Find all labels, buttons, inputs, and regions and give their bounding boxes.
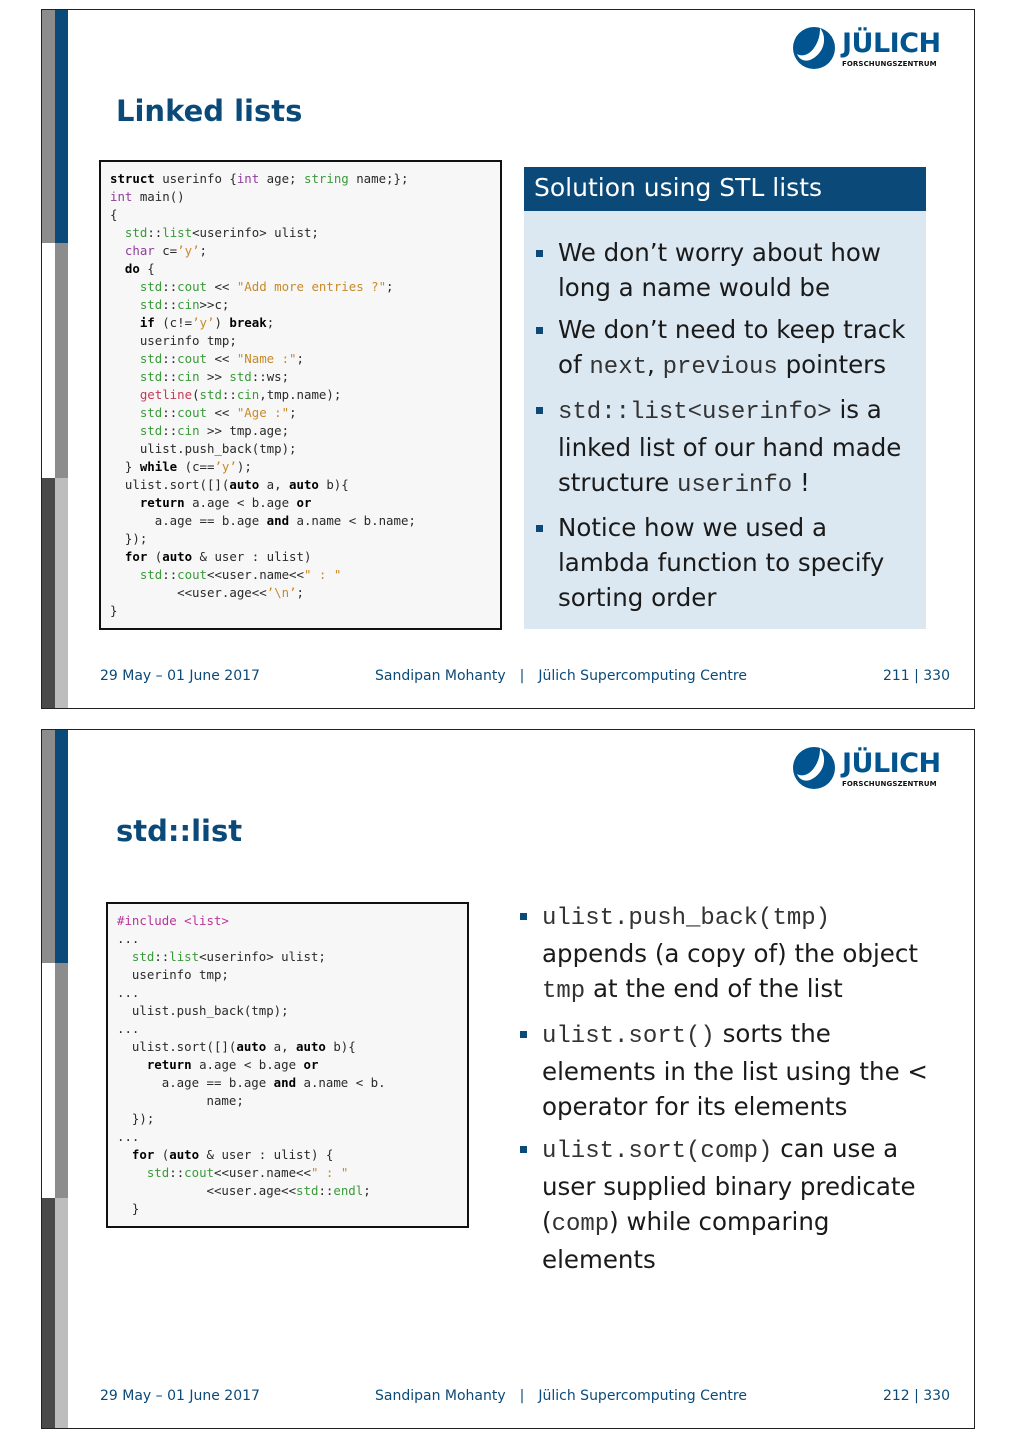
footer [100, 668, 950, 688]
logo-wordmark: JÜLICH [842, 28, 941, 59]
footer-author: Sandipan Mohanty [375, 1388, 506, 1404]
bullet-square-icon [536, 407, 543, 414]
bullet-item [524, 312, 919, 385]
bullet-item [508, 898, 928, 1009]
footer-institution: Jülich Supercomputing Centre [538, 668, 747, 684]
logo-subtitle: FORSCHUNGSZENTRUM [842, 60, 937, 68]
bullet-list [508, 898, 928, 1284]
bullet-text: We don’t worry about how long a name would be [558, 238, 881, 302]
julich-logo [790, 744, 950, 794]
footer-page-number: 211 | 330 [882, 668, 950, 684]
code-listing: #include <list> ... std::list<userinfo> ulist; userinfo tmp; ... ulist.push_back(tmp); ... ulist.sort([](auto a, auto b){ return a.age < b.age or a.age == b.age and a.name < b. name; }); ... for (auto & user : ulist) { std::cout<<user.name<<" : " <<user.age<<std::endl; } [106, 902, 469, 1228]
bullet-square-icon [536, 525, 543, 532]
footer-author: Sandipan Mohanty [375, 668, 506, 684]
code-listing: struct userinfo {int age; string name;}; int main() { std::list<userinfo> ulist; char c=’y’; do { std::cout << "Add more entries ?"; std::cin>>c; if (c!=’y’) break; userinfo tmp; std::cout << "Name :"; std::cin >> std::ws; getline(std::cin,tmp.name); std::cout << "Age :"; std::cin >> tmp.age; ulist.push_back(tmp); } while (c==’y’); ulist.sort([](auto a, auto b){ return a.age < b.age or a.age == b.age and a.name < b.name; }); for (auto & user : ulist) std::cout<<user.name<<" : " <<user.age<<’\n’; } [99, 160, 502, 630]
bullet-text: appends (a copy of) the object [542, 939, 918, 968]
bullet-item [524, 235, 919, 305]
logo-wordmark: JÜLICH [842, 748, 941, 779]
bullet-square-icon [536, 250, 543, 257]
bullet-item [508, 1131, 928, 1277]
bullet-text: sorts the elements in the list using the < operator for its elements [542, 1019, 928, 1121]
footer-institution: Jülich Supercomputing Centre [538, 1388, 747, 1404]
inline-code: std::list<userinfo> [558, 399, 832, 426]
bullet-text: is a linked list of our hand made structure [558, 395, 902, 497]
footer-separator: | [519, 1388, 525, 1404]
bullet-list [524, 235, 919, 622]
bullet-text: , [647, 350, 663, 379]
side-strip-accent [55, 730, 68, 1428]
bullet-text: ) while comparing elements [542, 1207, 830, 1274]
footer-center [375, 1388, 747, 1404]
bullet-text: at the end of the list [585, 974, 843, 1003]
bullet-item [524, 392, 919, 503]
inline-code: previous [662, 354, 778, 381]
bullet-text: Notice how we used a lambda function to specify sorting order [558, 513, 885, 612]
inline-code: comp [551, 1211, 610, 1238]
footer-date: 29 May – 01 June 2017 [100, 1388, 260, 1404]
julich-emblem-icon [790, 24, 838, 72]
bullet-text: pointers [777, 350, 886, 379]
julich-logo [790, 24, 950, 74]
julich-emblem-icon [790, 744, 838, 792]
bullet-square-icon [520, 1031, 527, 1038]
bullet-square-icon [520, 1146, 527, 1153]
bullet-item [508, 1016, 928, 1124]
bullet-item [524, 510, 919, 615]
inline-code: ulist.push_back(tmp) [542, 905, 831, 932]
bullet-square-icon [520, 913, 527, 920]
inline-code: tmp [542, 978, 586, 1005]
slide-title: std::list [116, 814, 243, 848]
slide-211 [41, 9, 975, 709]
block-title: Solution using STL lists [524, 167, 926, 211]
footer-date: 29 May – 01 June 2017 [100, 668, 260, 684]
solution-block [524, 167, 926, 629]
bullet-text: We don’t need to keep track of [558, 315, 906, 379]
inline-code: ulist.sort() [542, 1023, 715, 1050]
side-strip [42, 10, 55, 708]
side-strip-accent [55, 10, 68, 708]
footer-page-number: 212 | 330 [882, 1388, 950, 1404]
inline-code: userinfo [676, 472, 793, 499]
footer [100, 1388, 950, 1408]
slide-title: Linked lists [116, 94, 303, 128]
side-strip [42, 730, 55, 1428]
inline-code: ulist.sort(comp) [542, 1138, 773, 1165]
bullet-text: can use a user supplied binary predicate ( [542, 1134, 916, 1236]
slide-212 [41, 729, 975, 1429]
footer-center [375, 668, 747, 684]
logo-subtitle: FORSCHUNGSZENTRUM [842, 780, 937, 788]
bullet-text: ! [792, 468, 810, 497]
footer-separator: | [519, 668, 525, 684]
bullet-square-icon [536, 327, 543, 334]
inline-code: next [589, 354, 648, 381]
